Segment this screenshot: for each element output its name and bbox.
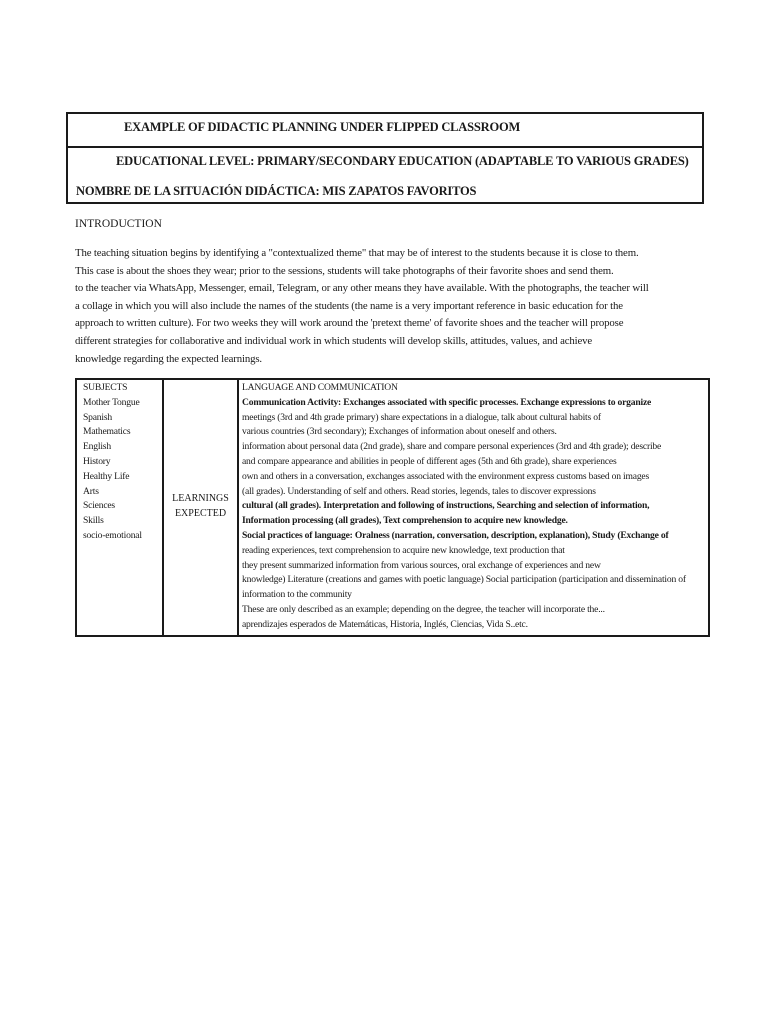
learnings-expected-label (164, 492, 237, 522)
content-line: information about personal data (2nd grade), share and compare personal experiences (3rd and 4th grade); describe (242, 441, 662, 453)
intro-line: The teaching situation begins by identifying a "contextualized theme" that may be of interest to the students because it is close to them. (75, 247, 639, 259)
subject-item: Mathematics (83, 426, 131, 438)
intro-line: approach to written culture). For two weeks they will work around the 'pretext theme' of favorite shoes and the teacher will propose (75, 317, 624, 330)
learnings-label-line2: EXPECTED (174, 507, 227, 519)
intro-line: different strategies for collaborative and individual work in which students will develop skills, attitudes, values, and achieve (75, 334, 593, 347)
subject-item: Skills (83, 515, 104, 527)
intro-line: This case is about the shoes they wear; prior to the sessions, students will take photographs of their favorite shoes and send them. (75, 264, 614, 277)
subjects-column (77, 380, 164, 635)
content-line: Information processing (all grades), Text comprehension to acquire new knowledge. (242, 515, 568, 527)
subjects-header: SUBJECTS (83, 382, 128, 393)
header-title-row (68, 114, 702, 148)
intro-line: a collage in which you will also include the names of the students (the name is a very important reference in basic education for the (75, 299, 623, 312)
content-line: Communication Activity: Exchanges associated with specific processes. Exchange expressions to organize (242, 396, 652, 408)
subject-item: Mother Tongue (83, 396, 140, 408)
document-title: EXAMPLE OF DIDACTIC PLANNING UNDER FLIPPED CLASSROOM (124, 120, 521, 134)
introduction-paragraph (75, 245, 695, 368)
content-line: meetings (3rd and 4th grade primary) share expectations in a dialogue, talk about cultural habits of (242, 411, 601, 423)
content-heading: LANGUAGE AND COMMUNICATION (242, 382, 398, 393)
learnings-label-line1: LEARNINGS (172, 493, 229, 504)
content-line: information to the community (242, 589, 352, 601)
learnings-content-column (239, 380, 708, 635)
introduction-heading: INTRODUCTION (75, 218, 162, 230)
content-line: knowledge) Literature (creations and games with poetic language) Social participation (participation and dissemination of (242, 574, 686, 586)
educational-level: EDUCATIONAL LEVEL: PRIMARY/SECONDARY EDUCATION (ADAPTABLE TO VARIOUS GRADES) (116, 154, 689, 168)
intro-line: to the teacher via WhatsApp, Messenger, email, Telegram, or any other means they have available. With the photographs, the teacher will (75, 282, 649, 295)
content-line: (all grades). Understanding of self and others. Read stories, legends, tales to discover expressions (242, 485, 596, 497)
learnings-column (164, 380, 239, 635)
subject-item: Spanish (83, 411, 112, 423)
subject-item: History (83, 455, 111, 467)
content-line: These are only described as an example; depending on the degree, the teacher will incorporate the... (242, 603, 605, 615)
content-line: aprendizajes esperados de Matemáticas, Historia, Inglés, Ciencias, Vida S..etc. (242, 618, 528, 630)
subject-item: Healthy Life (83, 470, 130, 482)
planning-table (75, 378, 710, 637)
content-line: own and others in a conversation, exchanges associated with the environment express customs based on images (242, 470, 650, 482)
subject-item: Sciences (83, 500, 115, 512)
content-line: various countries (3rd secondary); Exchanges of information about oneself and others. (242, 426, 557, 438)
content-line: they present summarized information from various sources, oral exchange of experiences and new (242, 559, 601, 571)
subject-item: Arts (83, 485, 99, 497)
content-line: cultural (all grades). Interpretation and following of instructions, Searching and selection of information, (242, 500, 650, 512)
content-line: reading experiences, text comprehension to acquire new knowledge, text production that (242, 544, 565, 556)
subject-item: socio-emotional (83, 529, 142, 541)
situation-name: NOMBRE DE LA SITUACIÓN DIDÁCTICA: MIS ZAPATOS FAVORITOS (76, 184, 477, 198)
content-line: Social practices of language: Oralness (narration, conversation, description, explanation), Study (Exchange of (242, 529, 669, 541)
subject-item: English (83, 441, 111, 453)
intro-line: knowledge regarding the expected learnings. (75, 352, 262, 365)
content-line: and compare appearance and abilities in people of different ages (5th and 6th grade), share experiences (242, 455, 617, 467)
